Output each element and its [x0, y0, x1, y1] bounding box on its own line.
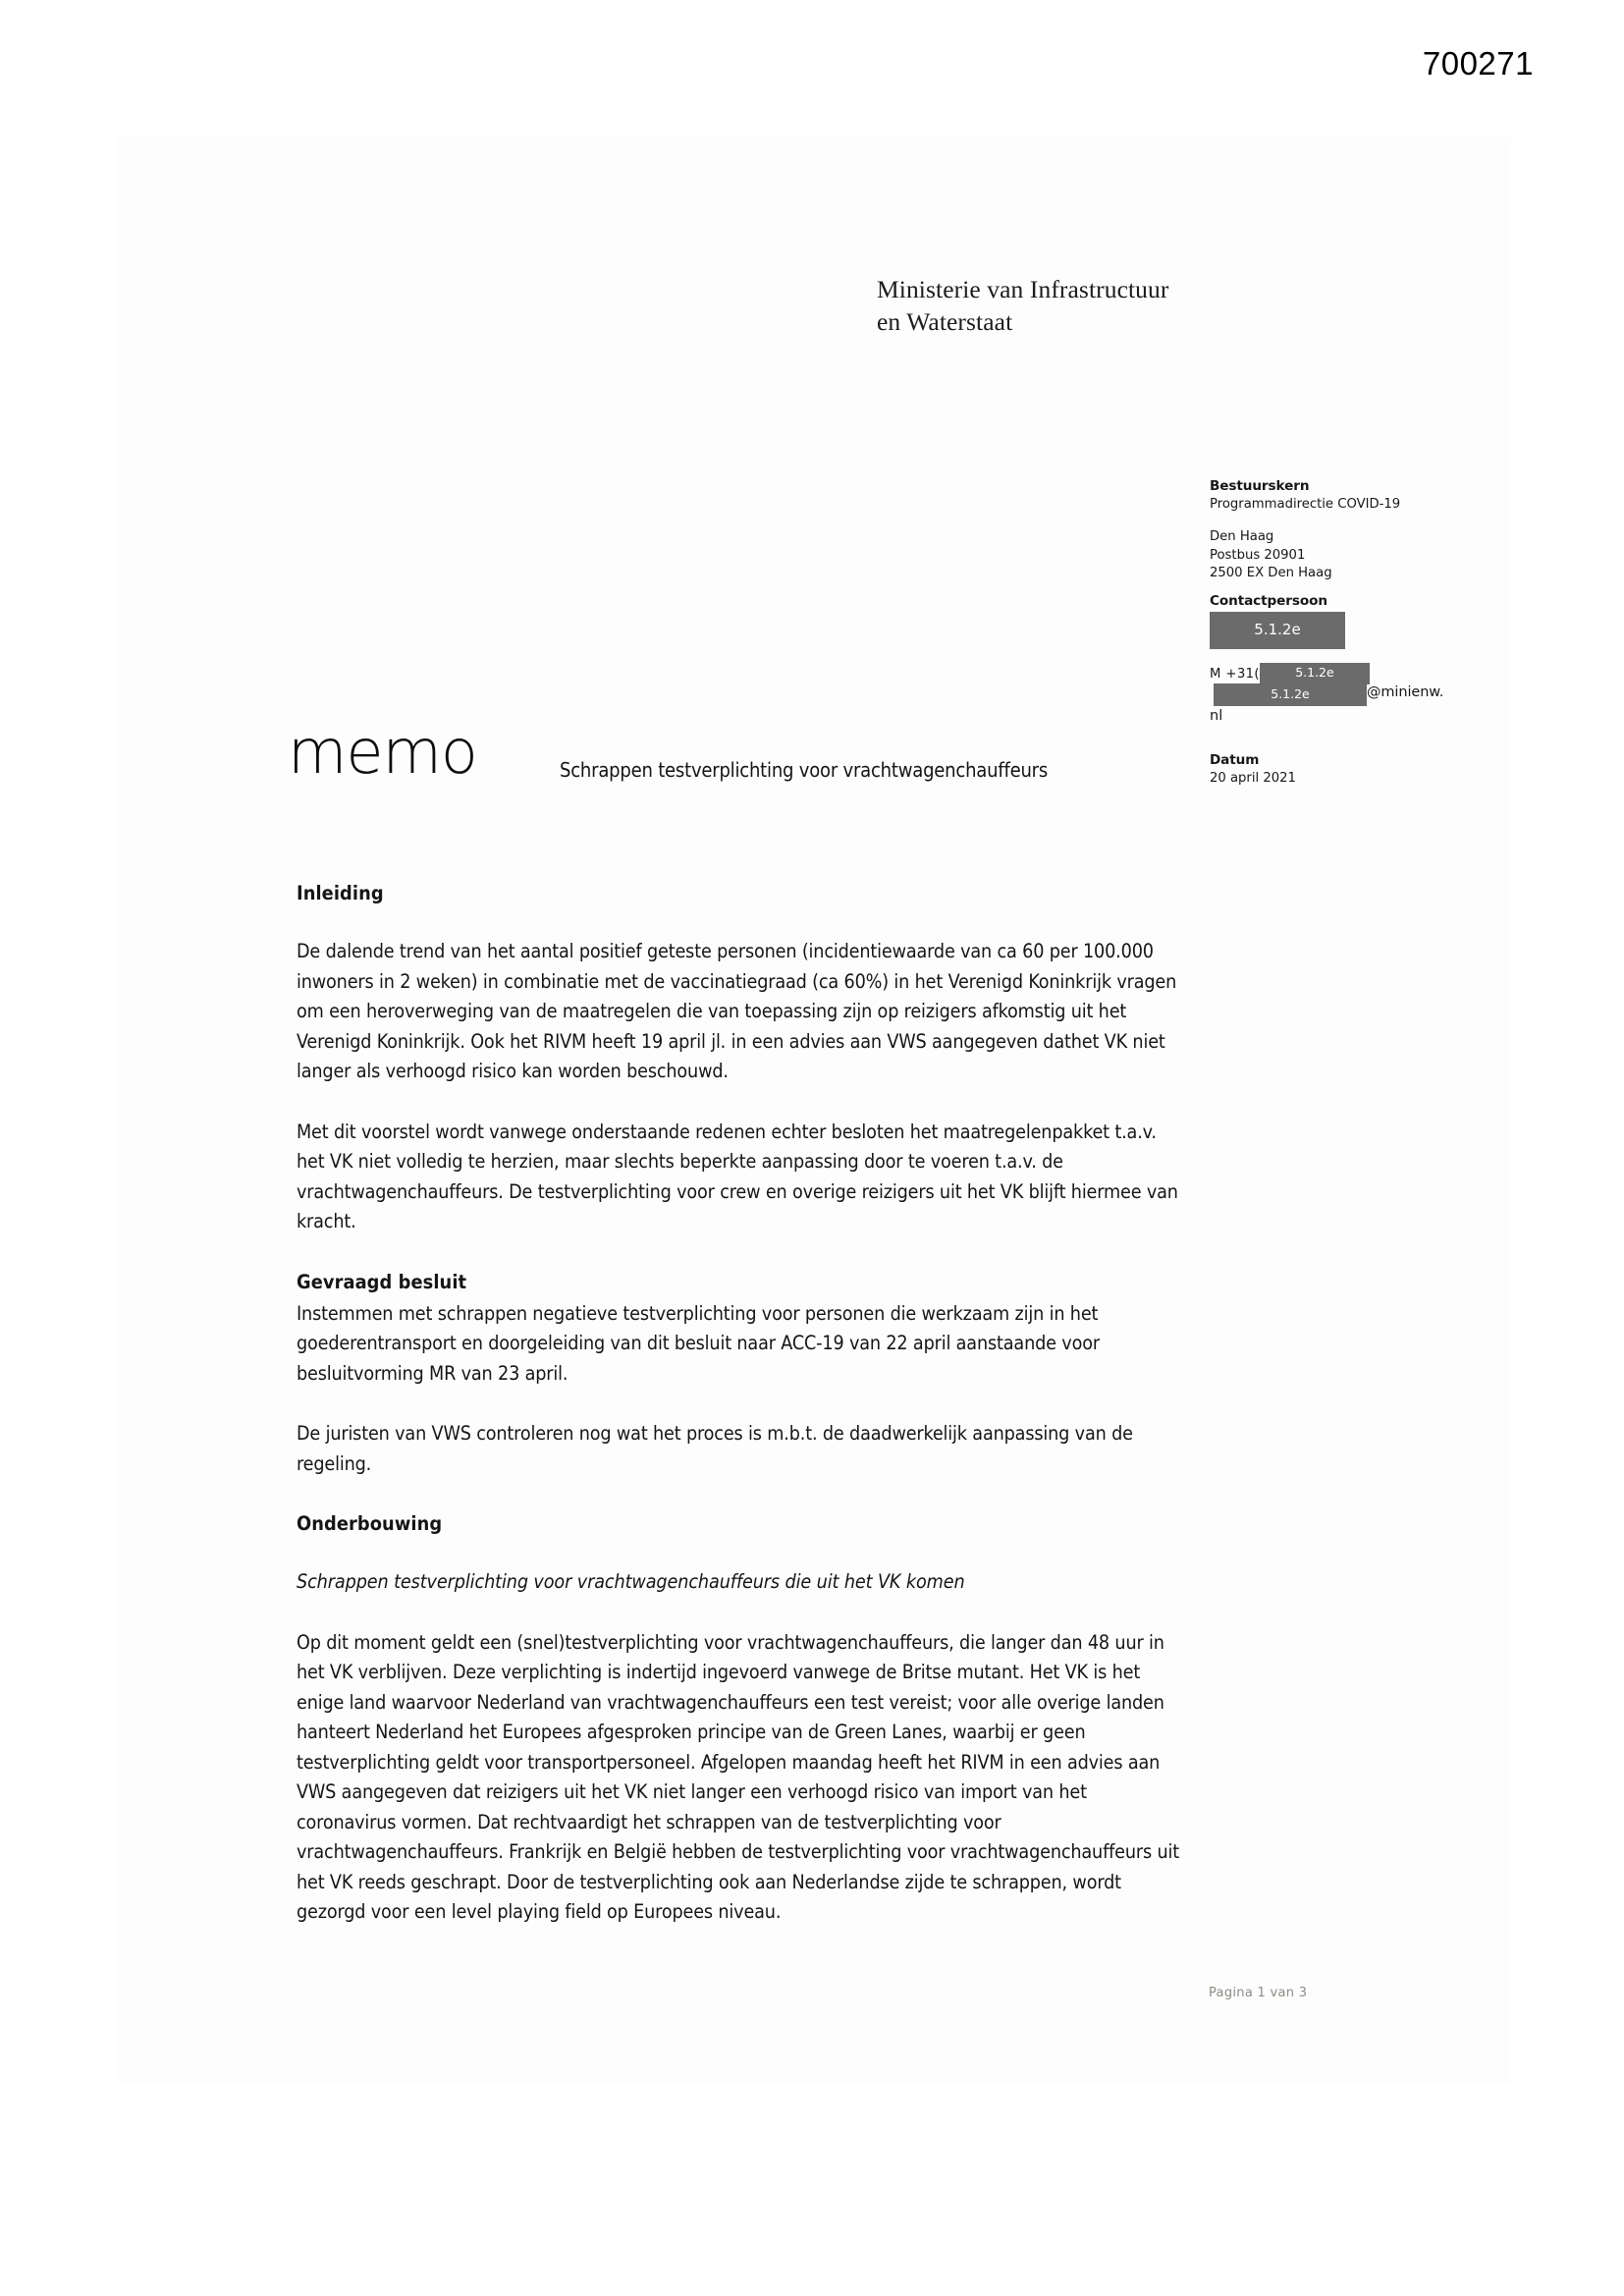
date-block [1210, 751, 1475, 788]
body-spacer [297, 1539, 1185, 1567]
address-postbus: Postbus 20901 [1210, 547, 1306, 563]
heading-gevraagd-besluit: Gevraagd besluit [297, 1270, 467, 1293]
ministry-line-2: en Waterstaat [877, 307, 1013, 336]
body-spacer [297, 1237, 1185, 1268]
organisation-label: Bestuurskern [1210, 478, 1310, 494]
document-number: 700271 [1422, 45, 1534, 82]
paragraph-gevraagd-besluit-2: De juristen van VWS controleren nog wat het proces is m.b.t. de daadwerkelijk aanpassing van de regeling. [297, 1422, 1133, 1475]
document-body [297, 879, 1185, 1928]
email-tld: nl [1210, 708, 1223, 724]
body-spacer [297, 1598, 1185, 1628]
paragraph-inleiding-1: De dalende trend van het aantal positief geteste personen (incidentiewaarde van ca 60 per 100.000 inwoners in 2 weken) in combinatie met de vaccinatiegraad (ca 60%) in het Verenigd Koninkrijk vragen om een heroverweging van de maatregelen die van toepassing zijn op reizigers afkomstig uit het Verenigd Koninkrijk. Ook het RIVM heeft 19 april jl. in een advies aan VWS aangegeven dathet VK niet langer als verhoogd risico kan worden beschouwd. [297, 940, 1177, 1082]
heading-inleiding: Inleiding [297, 882, 384, 904]
contact-email-row [1210, 683, 1475, 727]
contact-phone-row [1210, 663, 1475, 684]
memo-title: memo [288, 716, 477, 788]
body-spacer [297, 908, 1185, 937]
paragraph-gevraagd-besluit-1: Instemmen met schrappen negatieve testverplichting voor personen die werkzaam zijn in het goederentransport en doorgeleiding van dit besluit naar ACC-19 van 22 april aanstaande voor besluitvorming MR van 23 april. [297, 1301, 1100, 1385]
document-meta-column [1210, 477, 1475, 788]
memo-subject: Schrappen testverplichting voor vrachtwagenchauffeurs [560, 758, 1049, 782]
body-spacer [297, 1087, 1185, 1118]
date-label: Datum [1210, 752, 1260, 768]
date-value: 20 april 2021 [1210, 770, 1296, 786]
address-city: Den Haag [1210, 529, 1274, 544]
paragraph-onderbouwing-1: Op dit moment geldt een (snel)testverplichting voor vrachtwagenchauffeurs, die langer dan 48 uur in het VK verblijven. Deze verplichting is indertijd ingevoerd vanwege de Britse mutant. Het VK is het enige land waarvoor Nederland van vrachtwagenchauffeurs een test vereist; voor alle overige landen hanteert Nederland het Europees afgesproken principe van de Green Lanes, waarbij er geen testverplichting geldt voor transportpersoneel. Afgelopen maandag heeft het RIVM in een advies aan VWS aangegeven dat reizigers uit het VK niet langer een verhoogd risico van import van het coronavirus vormen. Dat rechtvaardigt het schrappen van de testverplichting voor vrachtwagenchauffeurs. Frankrijk en België hebben de testverplichting voor vrachtwagenchauffeurs uit het VK reeds geschrapt. Door de testverplichting ook aan Nederlandse zijde te schrappen, wordt gezorgd voor een level playing field op Europees niveau. [297, 1630, 1180, 1923]
address-postcode: 2500 EX Den Haag [1210, 566, 1332, 580]
organisation-unit: Programmadirectie COVID-19 [1210, 496, 1401, 512]
phone-prefix: M +31( [1210, 667, 1260, 682]
meta-spacer [1210, 514, 1475, 528]
redaction-bar-phone: 5.1.2e [1260, 663, 1370, 684]
email-domain: @minienw. [1367, 683, 1444, 700]
heading-onderbouwing: Onderbouwing [297, 1512, 443, 1535]
ministry-line-1: Ministerie van Infrastructuur [877, 275, 1169, 303]
subheading-onderbouwing: Schrappen testverplichting voor vrachtwagenchauffeurs die uit het VK komen [297, 1570, 965, 1593]
body-spacer [297, 1389, 1185, 1419]
paragraph-inleiding-2: Met dit voorstel wordt vanwege onderstaande redenen echter besloten het maatregelenpakket t.a.v. het VK niet volledig te herzien, maar slechts beperkte aanpassing door te voeren t.a.v. de vrachtwagenchauffeurs. De testverplichting voor crew en overige reizigers uit het VK blijft hiermee van kracht. [297, 1120, 1178, 1232]
body-spacer [297, 1479, 1185, 1509]
page-footer: Pagina 1 van 3 [1209, 1986, 1308, 2000]
redaction-bar-contact-name: 5.1.2e [1210, 612, 1345, 649]
meta-spacer [1210, 583, 1475, 592]
ministry-wordmark [877, 273, 1168, 338]
redaction-bar-email: 5.1.2e [1214, 683, 1367, 707]
contact-label: Contactpersoon [1210, 592, 1327, 609]
